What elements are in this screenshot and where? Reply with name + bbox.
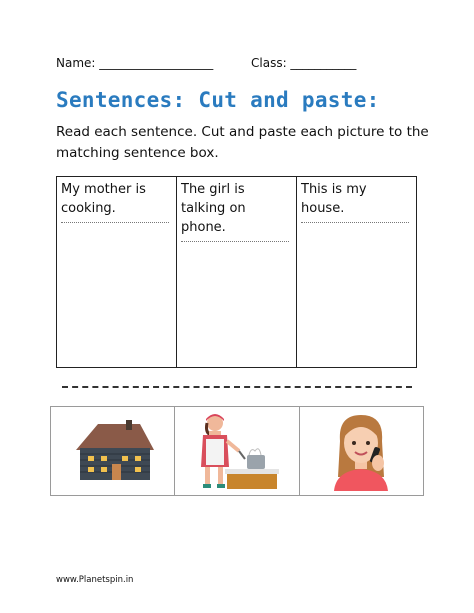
picture-cell-phone[interactable] [300,407,423,495]
cooking-woman-icon [189,411,285,491]
instructions: Read each sentence. Cut and paste each picture to the matching sentence box. [56,124,429,161]
page-title: Sentences: Cut and paste: [56,88,380,112]
sentence-box-3[interactable] [297,177,417,368]
sentence-text: My mother is cooking. [61,182,146,216]
name-field-label: Name: ___________________ [56,56,214,70]
cut-line [62,386,412,388]
class-field-label: Class: ___________ [251,56,357,70]
sentence-text: The girl is talking on phone. [181,182,246,235]
picture-cell-cooking[interactable] [175,407,299,495]
sentence-table [56,176,417,368]
sentence-box-2[interactable] [177,177,297,368]
dotted-line [301,222,409,223]
footer-url: www.Planetspin.in [56,575,134,585]
dotted-line [181,241,289,242]
sentence-box-1[interactable] [57,177,177,368]
sentence-text: This is my house. [301,182,367,216]
picture-cell-house[interactable] [51,407,175,495]
girl-on-phone-icon [326,411,396,491]
house-icon [68,418,158,484]
dotted-line [61,222,169,223]
picture-strip [50,406,424,496]
